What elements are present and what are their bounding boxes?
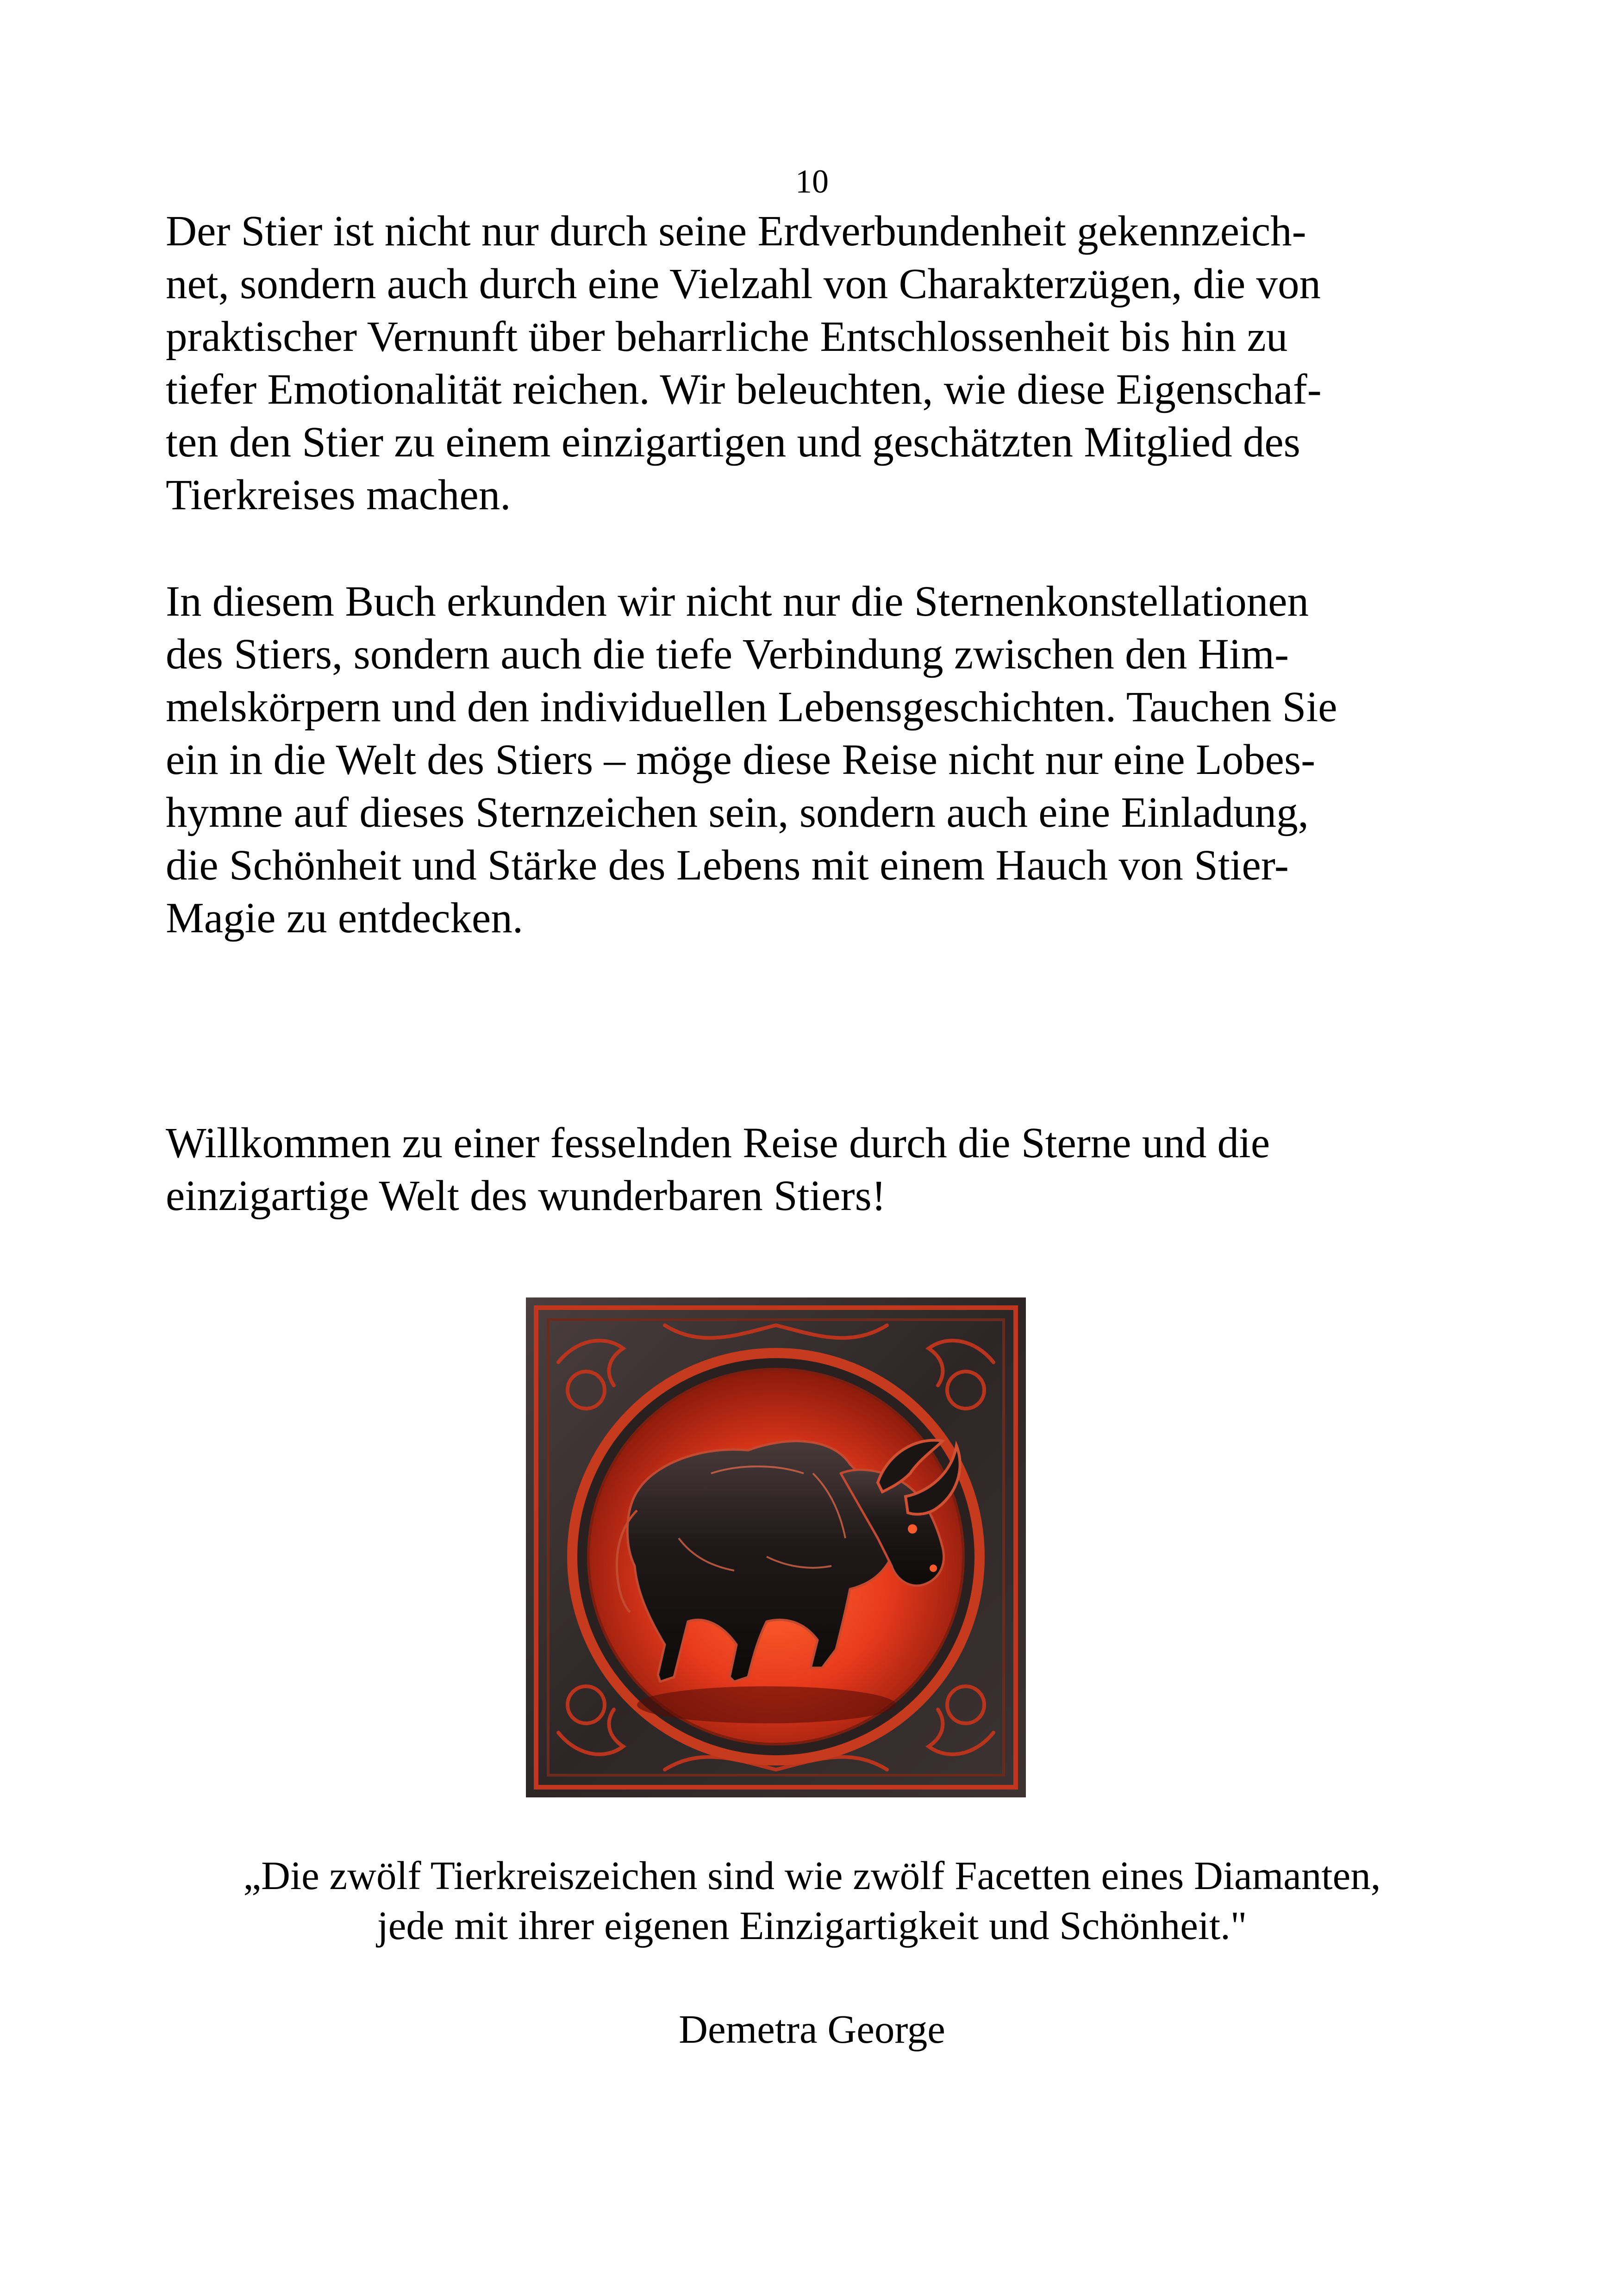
text-line: tiefer Emotionalität reichen. Wir beleuchten, wie diese Eigenschaf- — [166, 366, 1322, 413]
text-line: ten den Stier zu einem einzigartigen und geschätzten Mitglied des — [166, 418, 1300, 466]
text-line: die Schönheit und Stärke des Lebens mit einem Hauch von Stier- — [166, 842, 1289, 889]
paragraph-book-intro — [166, 575, 1462, 945]
text-line: In diesem Buch erkunden wir nicht nur die Sternenkonstellationen — [166, 578, 1309, 625]
quote — [0, 1851, 1624, 1951]
paragraph-character-traits — [166, 205, 1462, 522]
text-line: Tierkreises machen. — [166, 471, 511, 519]
quote-line: jede mit ihrer eigenen Einzigartigkeit und Schönheit." — [377, 1903, 1247, 1948]
text-line: Magie zu entdecken. — [166, 894, 524, 942]
text-line: melskörpern und den individuellen Lebensgeschichten. Tauchen Sie — [166, 683, 1337, 731]
quote-line: „Die zwölf Tierkreiszeichen sind wie zwölf Facetten eines Diamanten, — [243, 1853, 1381, 1898]
page-number: 10 — [795, 163, 829, 200]
text-line: ein in die Welt des Stiers – möge diese Reise nicht nur eine Lobes- — [166, 736, 1316, 784]
text-line: net, sondern auch durch eine Vielzahl von Charakterzügen, die von — [166, 260, 1321, 308]
text-line: hymne auf dieses Sternzeichen sein, sondern auch eine Einladung, — [166, 789, 1309, 836]
text-line: des Stiers, sondern auch die tiefe Verbindung zwischen den Him- — [166, 630, 1289, 678]
paragraph-welcome — [166, 1117, 1462, 1222]
quote-author: Demetra George — [679, 2007, 945, 2052]
taurus-bull-emblem-icon — [526, 1297, 1026, 1797]
text-line: praktischer Vernunft über beharrliche Entschlossenheit bis hin zu — [166, 313, 1288, 361]
text-line: Der Stier ist nicht nur durch seine Erdverbundenheit gekennzeich- — [166, 207, 1306, 255]
text-line: einzigartige Welt des wunderbaren Stiers! — [166, 1172, 886, 1220]
text-line: Willkommen zu einer fesselnden Reise durch die Sterne und die — [166, 1119, 1270, 1167]
